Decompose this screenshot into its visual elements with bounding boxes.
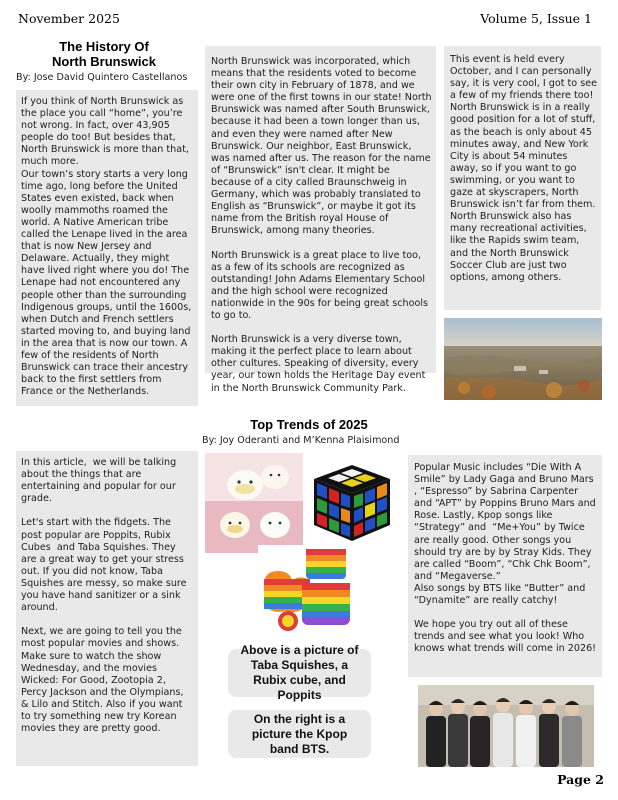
- bts-band-image: [418, 685, 594, 767]
- trends-column-1: In this article, we will be talking about the things that are entertaining and popular for our grade. Let's start with the fidgets. The post popular are Poppits, Rubix Cubes and Taba Squishes. They are a great way to get your stress out. If you did not know, Taba Squishes are messy, so make sure you have hand sanitizer or a sink around. Next, we are going to tell you the most popular movies and shows. Make sure to watch the show Wednesday, and the movies Wicked: For Good, Zootopia 2, Percy Jackson and the Olympians, & Lilo and Stitch. Also if you want to try something new try Korean movies they are pretty good.: [16, 451, 198, 766]
- page-number: Page 2: [557, 772, 604, 787]
- issue-number: Volume 5, Issue 1: [480, 11, 592, 26]
- aerial-town-image: [444, 318, 602, 400]
- taba-squishes-image: [205, 453, 303, 553]
- poppits-photo: [258, 545, 358, 637]
- history-title-line1: The History Of: [59, 39, 149, 54]
- history-column-1: If you think of North Brunswick as the place you call “home”, you’re not wrong. In fact, over 43,905 people do too! But besides that, North Brunswick is more than that, much more. Our town’s story starts a very long time ago, long before the United States even existed, back when woolly mammoths roamed the world. A Native American tribe called the Lenape lived in the area that is now New Jersey and Delaware. Actually, they might have lived right where you do! The Lenape had not encountered any people other than the surrounding Indigenous groups, until the 1600s, when Dutch and French settlers started moving to, and buying land in the area that is now our town. A few of the residents of North Brunswick can trace their ancestry back to the first settlers from France or the Netherlands.: [16, 90, 198, 406]
- bts-caption: On the right is a picture the Kpop band BTS.: [228, 710, 371, 758]
- rubix-cube-image: [308, 461, 396, 545]
- taba-squishes-photo: [205, 453, 303, 553]
- issue-date: November 2025: [18, 11, 120, 26]
- history-column-3: This event is held every October, and I can personally say, it is very cool, I got to see a few of my friends there too! North Brunswick is in a really good position for a lot of stuff, as the beach is only about 45 minutes away, and New York City is about 54 minutes away, so if you want to go swimming, or you want to gaze at skyscrapers, North Brunswick isn’t far from them. North Brunswick also has many recreational activities, like the Rapids swim team, and the North Brunswick Soccer Club are just two options, among others.: [444, 46, 601, 310]
- rubix-cube-photo: [308, 461, 396, 545]
- history-column-2: North Brunswick was incorporated, which means that the residents voted to become their own city in February of 1878, and we were one of the first towns in our state! North Brunswick was named after South Brunswick, because it had been a town longer than us, and even they were named after New Brunswick. Our neighbor, East Brunswick, was named after us. The reason for the name of “Brunswick” isn't clear. It might be because of a city called Braunschweig in Germany, which was probably translated to English as “Brunswick”, or maybe it got its name from the British royal House of Brunswick, among many theories. North Brunswick is a great place to live too, as a few of its schools are recognized as outstanding! John Adams Elementary School and the high school were recognized nationwide in the 90s for being great schools to go to. North Brunswick is a very diverse town, making it the perfect place to learn about other cultures. Speaking of diversity, every year, our town holds the Heritage Day event in the North Brunswick Community Park.: [205, 46, 436, 373]
- history-byline: By: Jose David Quintero Castellanos: [16, 72, 188, 83]
- fidgets-caption: Above is a picture of Taba Squishes, a Rubix cube, and Poppits: [228, 649, 371, 697]
- trends-title: Top Trends of 2025: [250, 417, 368, 432]
- history-title-line2: North Brunswick: [51, 54, 156, 69]
- history-title: [14, 39, 194, 69]
- trends-column-3: Popular Music includes “Die With A Smile” by Lady Gaga and Bruno Mars , “Espresso” by Sabrina Carpenter and “APT” by Poppins Bruno Mars and Rose. Lastly, Kpop songs like “Strategy” and “Me+You” by Twice are really good. Other songs you should try are by by Stray Kids. They are called “Boom”, “Chk Chk Boom”, and “Megaverse.” Also songs by BTS like “Butter” and “Dynamite” are really catchy! We hope you try out all of these trends and see what you look! Who knows what trends will come in 2026!: [408, 455, 602, 677]
- trends-byline: By: Joy Oderanti and M’Kenna Plaisimond: [202, 435, 400, 446]
- bts-band-photo: [418, 685, 594, 767]
- aerial-town-photo: [444, 318, 602, 400]
- poppits-image: [258, 545, 358, 637]
